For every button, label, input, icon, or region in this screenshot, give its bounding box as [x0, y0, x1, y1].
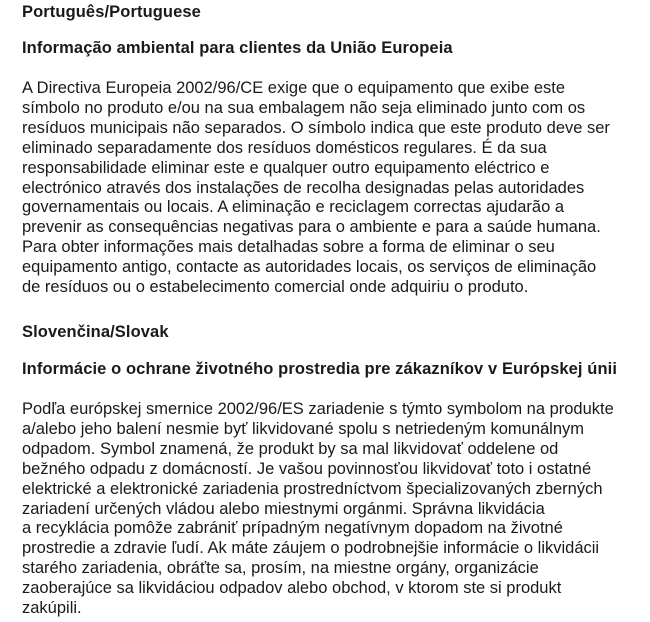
slovak-section-title: Informácie o ochrane životného prostredia pre zákazníkov v Európskej únii [22, 360, 618, 378]
slovak-body-paragraph: Podľa európskej smernice 2002/96/ES zariadenie s týmto symbolom na produkte a/alebo jeho balení nesmie byť likvidované spolu s netriedeným komunálnym odpadom. Symbol znamená, že produkt by sa mal likvidovať oddelene od bežného odpadu z domácností. Je vašou povinnosťou likvidovať toto i ostatné elektrické a elektronické zariadenia prostredníctvom špecializovaných zberných zariadení určených vládou alebo miestnymi orgánmi. Správna likvidácia a recyklácia pomôže zabrániť prípadným negatívnym dopadom na životné prostredie a zdravie ľudí. Ak máte záujem o podrobnejšie informácie o likvidácii starého zariadenia, obráťte sa, prosím, na miestne orgány, organizácie zaoberajúce sa likvidáciou odpadov alebo obchod, v ktorom ste si produkt zakúpili. [22, 400, 614, 618]
portuguese-language-heading: Português/Portuguese [22, 3, 201, 21]
portuguese-body-paragraph: A Directiva Europeia 2002/96/CE exige que o equipamento que exibe este símbolo no produto e/ou na sua embalagem não seja eliminado junto com os resíduos municipais não separados. O símbolo indica que este produto deve ser eliminado separadamente dos resíduos domésticos regulares. É da sua responsabilidade eliminar este e qualquer outro equipamento eléctrico e electrónico através dos instalações de recolha designadas pelas autoridades governamentais ou locais. A eliminação e reciclagem correctas ajudarão a prevenir as consequências negativas para o ambiente e para a saúde humana. Para obter informações mais detalhadas sobre a forma de eliminar o seu equipamento antigo, contacte as autoridades locais, os serviços de eliminação de resíduos ou o estabelecimento comercial onde adquiriu o produto. [22, 79, 610, 297]
slovak-language-heading: Slovenčina/Slovak [22, 323, 169, 341]
portuguese-section-title: Informação ambiental para clientes da União Europeia [22, 39, 453, 57]
